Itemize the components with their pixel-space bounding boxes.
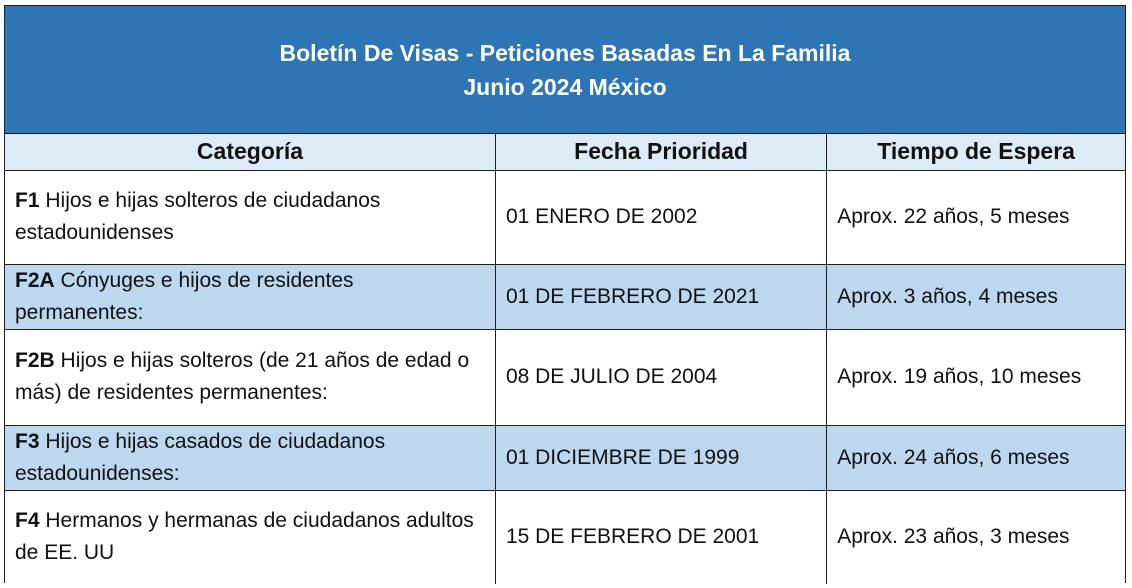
priority-date-cell: 01 DICIEMBRE DE 1999 (495, 425, 826, 490)
visa-bulletin-table (4, 5, 1126, 583)
category-code: F2B (15, 349, 55, 372)
category-description: Cónyuges e hijos de residentes permanentes: (15, 268, 354, 324)
category-code: F1 (15, 189, 40, 212)
category-cell (5, 264, 495, 329)
header-row (5, 134, 1125, 170)
category-cell (5, 425, 495, 490)
table-row (5, 329, 1125, 425)
table-title (5, 6, 1125, 134)
category-code: F4 (15, 509, 40, 533)
table-row (5, 264, 1125, 329)
table-row (5, 425, 1125, 490)
wait-time-cell: Aprox. 24 años, 6 meses (827, 425, 1125, 490)
header-category: Categoría (5, 134, 495, 170)
category-cell (5, 329, 495, 425)
header-wait-time: Tiempo de Espera (827, 134, 1125, 170)
wait-time-cell: Aprox. 23 años, 3 meses (827, 490, 1125, 584)
category-description: Hijos e hijas solteros de ciudadanos estadounidenses (15, 189, 381, 244)
category-description: Hijos e hijas casados de ciudadanos estadounidenses: (15, 429, 386, 485)
priority-date-cell: 08 DE JULIO DE 2004 (495, 329, 826, 425)
title-line-1: Boletín De Visas - Peticiones Basadas En La Familia (279, 39, 851, 66)
priority-date-cell: 01 ENERO DE 2002 (495, 170, 826, 264)
table-row (5, 490, 1125, 584)
category-code: F3 (15, 429, 40, 453)
wait-time-cell: Aprox. 3 años, 4 meses (827, 264, 1125, 329)
wait-time-cell: Aprox. 19 años, 10 meses (827, 329, 1125, 425)
category-code: F2A (15, 268, 55, 292)
priority-date-cell: 15 DE FEBRERO DE 2001 (495, 490, 826, 584)
category-cell (5, 170, 495, 264)
table-row (5, 170, 1125, 264)
data-table (5, 134, 1125, 584)
category-cell (5, 490, 495, 584)
header-priority-date: Fecha Prioridad (495, 134, 826, 170)
wait-time-cell: Aprox. 22 años, 5 meses (827, 170, 1125, 264)
priority-date-cell: 01 DE FEBRERO DE 2021 (495, 264, 826, 329)
category-description: Hermanos y hermanas de ciudadanos adultos de EE. UU (15, 509, 474, 565)
title-line-2: Junio 2024 México (463, 73, 667, 100)
category-description: Hijos e hijas solteros (de 21 años de edad o más) de residentes permanentes: (15, 349, 470, 404)
